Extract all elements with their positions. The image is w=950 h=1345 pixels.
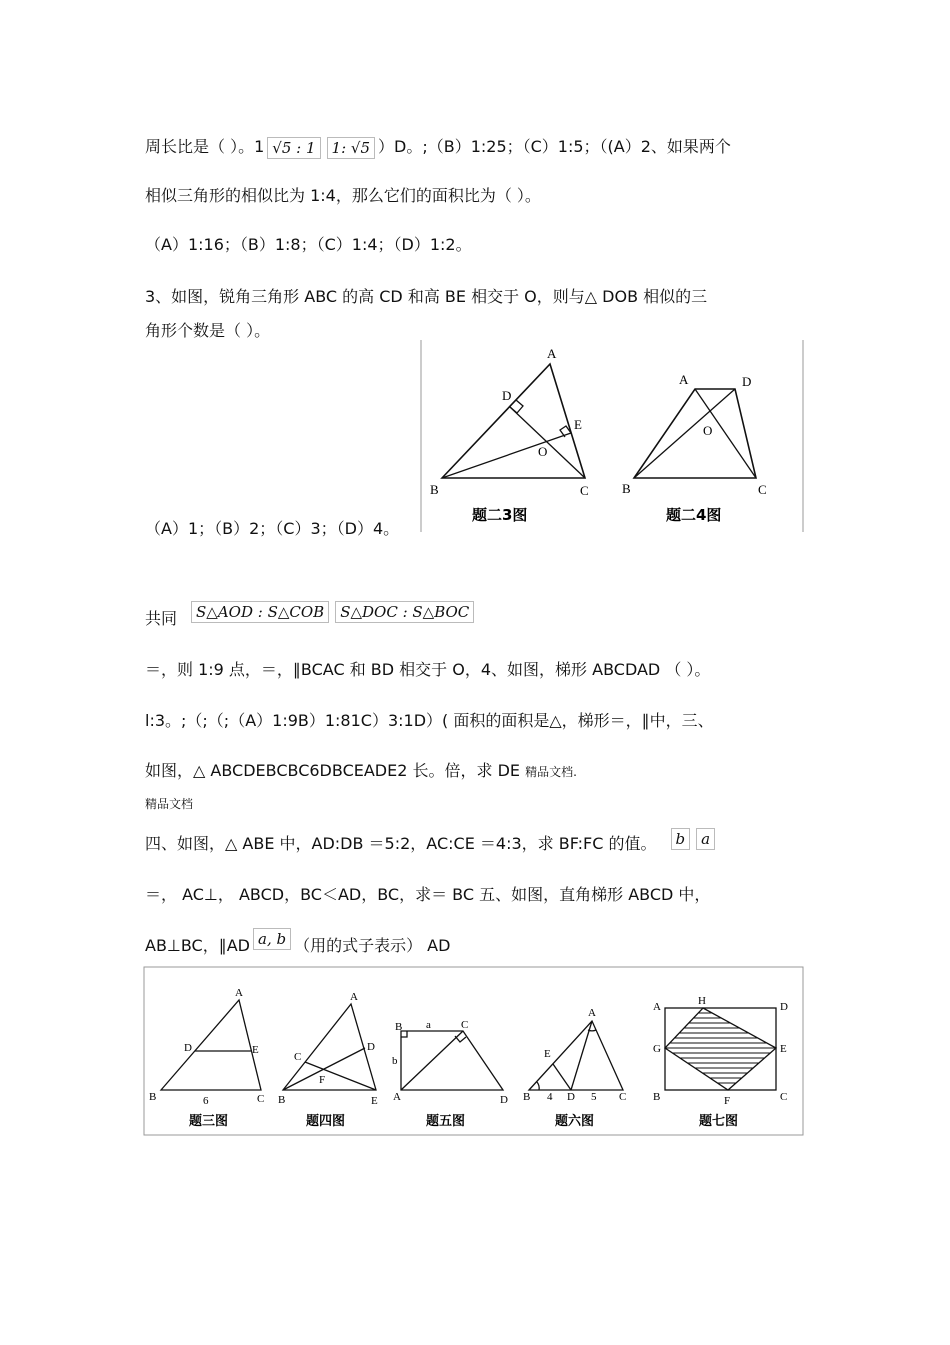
fig3-triangle (161, 1000, 261, 1090)
line-12 (145, 831, 718, 856)
fig5-trapezoid (401, 1031, 503, 1090)
fig7-label-g: G (653, 1043, 661, 1055)
fig-a1-label-b: B (430, 482, 439, 497)
line-5: 角形个数是（ ）。 (145, 321, 271, 340)
fig3-caption: 题三图 (189, 1114, 229, 1129)
fig5-label-a-side: a (426, 1019, 431, 1031)
line-1 (145, 134, 731, 159)
fig6-caption: 题六图 (555, 1114, 595, 1129)
line-14-pre: AB⊥BC，∥AD (145, 936, 250, 955)
math-ratio-1: √5 : 1 (267, 137, 320, 159)
fig5-label-b: B (395, 1021, 403, 1033)
line-14-post: （用的式子表示） AD (294, 936, 451, 955)
fig3-label-a: A (235, 987, 243, 999)
fig3-label-c: C (257, 1093, 265, 1105)
fig-a1-label-d: D (502, 388, 512, 403)
fig7-label-e: E (780, 1043, 787, 1055)
fig3-label-b: B (149, 1091, 157, 1103)
fig4-label-b: B (278, 1094, 286, 1106)
line-2: 相似三角形的相似比为 1:4，那么它们的面积比为（ ）。 (145, 186, 541, 205)
fig-a1-label-e: E (574, 417, 582, 432)
fig-a2-caption: 题二4图 (666, 506, 722, 524)
line-7-pre: 共同 (145, 609, 178, 628)
watermark-line: 精品文档 (145, 797, 194, 811)
fig7-label-b: B (653, 1091, 661, 1103)
math-ab: a, b (253, 928, 291, 950)
fig-a1-label-o: O (538, 444, 548, 459)
line-9: l:3。;（;（;（A）1:9B）1:81C）3:1D）( 面积的面积是△，梯形＝，∥中，三、 (145, 711, 714, 730)
fig4-label-e: E (371, 1095, 378, 1107)
fig-a1-caption: 题二3图 (472, 506, 528, 524)
fig4-triangle (283, 1004, 376, 1090)
fig-a1-label-c: C (580, 483, 589, 498)
line-6: （A）1；（B）2；（C）3；（D）4。 (145, 519, 400, 538)
fig7-label-d: D (780, 1001, 788, 1013)
fig-a2-label-b: B (622, 481, 631, 496)
fig4-label-a: A (350, 991, 358, 1003)
line-10 (145, 758, 577, 781)
line-12-pre: 四、如图，△ ABE 中，AD:DB ＝5:2，AC:CE ＝4:3，求 BF:FC 的值。 (145, 834, 657, 853)
line-1-pre: 周长比是（ ）。1 (145, 137, 265, 156)
line-4: 3、如图，锐角三角形 ABC 的高 CD 和高 BE 相交于 O，则与△ DOB 相似的三 (145, 287, 708, 306)
fig-a1-label-a: A (547, 346, 557, 361)
fig6-label-c: C (619, 1091, 627, 1103)
figure-block-b (143, 966, 806, 1142)
line-1-post: ）D。;（B）1:25；（C）1:5；（(A）2、如果两个 (378, 137, 731, 156)
line-7 (145, 602, 477, 631)
fig3-label-e: E (252, 1044, 259, 1056)
fig4-caption: 题四图 (306, 1114, 346, 1129)
fig7-hatching (663, 1013, 783, 1083)
math-area-ratio-2: S△DOC : S△BOC (335, 601, 474, 623)
math-a: a (696, 828, 715, 850)
line-3: （A）1:16；（B）1:8；（C）1:4；（D）1:2。 (145, 235, 472, 254)
fig5-label-b-side: b (392, 1055, 398, 1067)
line-8: ＝，则 1:9 点，＝，∥BCAC 和 BD 相交于 O，4、如图，梯形 ABCDAD （ ）。 (145, 660, 711, 679)
fig4-label-d: D (367, 1041, 375, 1053)
fig3-label-d: D (184, 1042, 192, 1054)
fig6-label-e: E (544, 1048, 551, 1060)
fig6-label-a: A (588, 1007, 596, 1019)
fig7-label-h: H (698, 995, 706, 1007)
fig4-label-c: C (294, 1051, 302, 1063)
line-13: ＝， AC⊥， ABCD，BC＜AD，BC，求＝ BC 五、如图，直角梯形 ABCD 中， (145, 885, 711, 904)
fig7-label-a: A (653, 1001, 661, 1013)
fig7-label-c: C (780, 1091, 788, 1103)
fig7-rectangle-rhombus (663, 1008, 783, 1090)
trapezoid-abcd (634, 389, 756, 478)
fig5-caption: 题五图 (426, 1114, 466, 1129)
watermark-inline: 精品文档. (525, 765, 577, 779)
fig5-label-d: D (500, 1094, 508, 1106)
fig-a2-label-o: O (703, 423, 713, 438)
triangle-abc-altitudes (442, 364, 585, 478)
line-14 (145, 929, 451, 958)
line-10-pre: 如图，△ ABCDEBCBC6DBCEADE2 长。倍，求 DE (145, 761, 521, 780)
fig7-caption: 题七图 (699, 1114, 739, 1129)
fig7-label-f: F (724, 1095, 731, 1107)
fig4-label-f: F (319, 1074, 326, 1086)
figure-b-svg (143, 966, 806, 1138)
fig5-label-c: C (461, 1019, 469, 1031)
fig6-label-5: 5 (591, 1091, 597, 1103)
figure-block-a (420, 340, 806, 539)
fig-a2-label-a: A (679, 372, 689, 387)
math-b: b (671, 828, 691, 850)
math-area-ratio-1: S△AOD : S△COB (191, 601, 329, 623)
figure-a-svg (420, 340, 806, 535)
fig-a2-label-c: C (758, 482, 767, 497)
fig5-label-a: A (393, 1091, 401, 1103)
fig6-label-4: 4 (547, 1091, 553, 1103)
fig3-label-6: 6 (203, 1095, 209, 1107)
fig-a2-label-d: D (742, 374, 752, 389)
fig6-label-d: D (567, 1091, 575, 1103)
math-ratio-2: 1: √5 (327, 137, 375, 159)
fig6-label-b: B (523, 1091, 531, 1103)
